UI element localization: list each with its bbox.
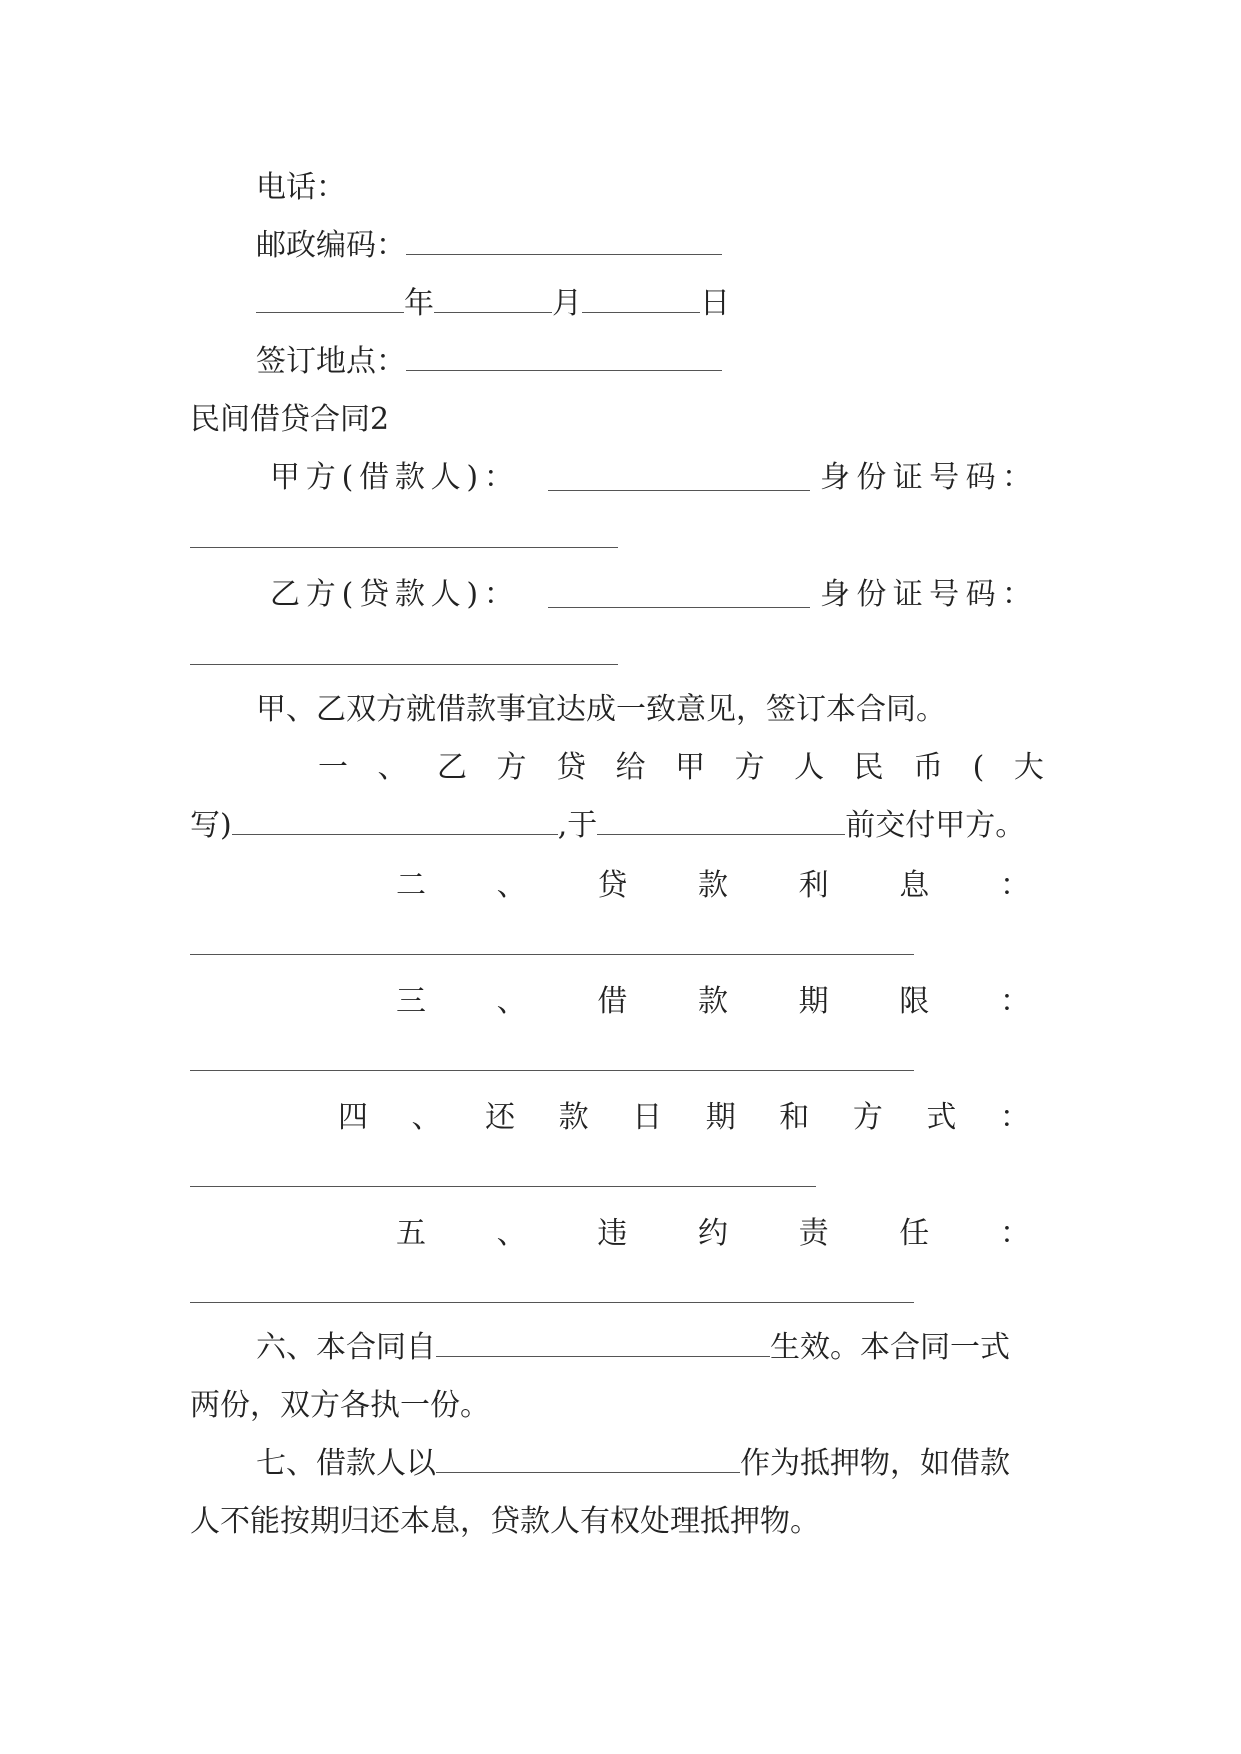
party-a-char: 款 — [394, 460, 425, 495]
delivery-date-blank[interactable] — [597, 806, 845, 835]
clause1-char: 乙 — [437, 750, 468, 785]
party-a-char: 甲 — [270, 460, 300, 495]
clause6-suffix: 生效。本合同一式 — [770, 1330, 1010, 1365]
party-b-char: 人 — [430, 577, 461, 612]
clause5-char: ： — [999, 1216, 1030, 1251]
sign-place-label: 签订地点： — [256, 344, 406, 379]
party-a-id-blank[interactable] — [190, 547, 618, 548]
clause4-char: 式 — [926, 1100, 957, 1135]
clause2-char: 息 — [899, 868, 930, 903]
year-label: 年 — [404, 286, 434, 321]
clause2-char: 、 — [496, 868, 527, 903]
clause2-char: 款 — [697, 868, 728, 903]
clause3-char: 限 — [899, 984, 930, 1019]
clause4-char: 期 — [705, 1100, 736, 1135]
clause5-char: 责 — [798, 1216, 829, 1251]
clause6-prefix: 六、本合同自 — [256, 1330, 436, 1365]
party-a-char: 方 — [305, 460, 336, 495]
intro-paragraph: 甲、乙双方就借款事宜达成一致意见，签订本合同。 — [256, 692, 946, 727]
id-char: 证 — [892, 577, 923, 612]
clause4-char: 四 — [338, 1100, 368, 1135]
clause5-char: 违 — [597, 1216, 628, 1251]
phone-label: 电话： — [256, 170, 346, 205]
day-blank[interactable] — [582, 284, 700, 313]
clause1-line2 — [190, 806, 1025, 846]
party-b-char: ： — [483, 577, 514, 612]
effective-date-blank[interactable] — [436, 1328, 770, 1357]
clause3-char: 、 — [496, 984, 527, 1019]
party-a-name-blank[interactable] — [548, 490, 810, 491]
party-a-char: ： — [483, 460, 514, 495]
clause3-char: 期 — [798, 984, 829, 1019]
sign-place-blank[interactable] — [406, 342, 722, 371]
party-a-label — [270, 458, 514, 498]
party-a-char: ) — [466, 460, 479, 495]
clause4-char: ： — [999, 1100, 1030, 1135]
clause1-char: ( — [972, 750, 985, 785]
liability-blank[interactable] — [190, 1302, 914, 1303]
interest-blank[interactable] — [190, 954, 914, 955]
clause2-char: ： — [999, 868, 1030, 903]
clause4-heading — [338, 1098, 1030, 1138]
clause3-char: 三 — [396, 984, 426, 1019]
id-char: ： — [1001, 577, 1032, 612]
clause1-char: 民 — [853, 750, 884, 785]
month-blank[interactable] — [434, 284, 552, 313]
party-b-char: ) — [466, 577, 479, 612]
sign-place-line — [256, 342, 722, 382]
clause2-char: 利 — [798, 868, 829, 903]
id-char: 号 — [929, 460, 960, 495]
clause1-prefix: 写) — [190, 808, 232, 843]
clause5-char: 、 — [496, 1216, 527, 1251]
id-char: 身 — [820, 577, 850, 612]
clause1-mid: ,于 — [557, 808, 598, 843]
clause4-char: 方 — [852, 1100, 883, 1135]
party-a-char: ( — [341, 460, 354, 495]
clause7-line2: 人不能按期归还本息，贷款人有权处理抵押物。 — [190, 1504, 820, 1539]
party-b-label — [270, 575, 514, 615]
id-char: 码 — [965, 460, 996, 495]
clause1-char: 、 — [377, 750, 408, 785]
id-char: 身 — [820, 460, 850, 495]
contract-title: 民间借贷合同2 — [190, 402, 390, 437]
clause2-char: 二 — [396, 868, 426, 903]
party-a-char: 人 — [430, 460, 461, 495]
party-b-id-label — [820, 575, 1032, 615]
day-label: 日 — [700, 286, 730, 321]
clause7-suffix: 作为抵押物，如借款 — [740, 1446, 1010, 1481]
clause1-line1 — [318, 748, 1044, 788]
term-blank[interactable] — [190, 1070, 914, 1071]
clause1-char: 贷 — [556, 750, 587, 785]
clause4-char: 款 — [558, 1100, 589, 1135]
clause2-heading — [396, 866, 1030, 906]
postal-code-blank[interactable] — [406, 226, 722, 255]
clause4-char: 和 — [779, 1100, 810, 1135]
party-b-char: ( — [341, 577, 354, 612]
clause5-char: 五 — [396, 1216, 426, 1251]
year-blank[interactable] — [256, 284, 404, 313]
clause6-line1 — [256, 1328, 1010, 1368]
month-label: 月 — [552, 286, 582, 321]
party-b-char: 方 — [305, 577, 336, 612]
id-char: 份 — [856, 460, 887, 495]
clause4-char: 还 — [485, 1100, 516, 1135]
id-char: 码 — [965, 577, 996, 612]
clause1-char: 人 — [794, 750, 825, 785]
clause1-char: 币 — [913, 750, 944, 785]
clause4-char: 日 — [632, 1100, 663, 1135]
postal-code-line — [256, 226, 722, 266]
clause5-char: 约 — [697, 1216, 728, 1251]
id-char: 份 — [856, 577, 887, 612]
clause1-suffix: 前交付甲方。 — [845, 808, 1026, 843]
clause1-char: 一 — [318, 750, 348, 785]
clause3-char: ： — [999, 984, 1030, 1019]
party-b-name-blank[interactable] — [548, 607, 810, 608]
clause3-char: 借 — [597, 984, 628, 1019]
clause4-char: 、 — [411, 1100, 442, 1135]
party-b-char: 贷 — [359, 577, 390, 612]
clause7-line1 — [256, 1444, 1010, 1484]
clause5-char: 任 — [899, 1216, 930, 1251]
id-char: ： — [1001, 460, 1032, 495]
clause3-char: 款 — [697, 984, 728, 1019]
clause3-heading — [396, 982, 1030, 1022]
party-a-char: 借 — [359, 460, 390, 495]
clause1-char: 方 — [496, 750, 527, 785]
party-a-id-label — [820, 458, 1032, 498]
id-char: 号 — [929, 577, 960, 612]
party-b-id-blank[interactable] — [190, 664, 618, 665]
loan-amount-blank[interactable] — [232, 806, 558, 835]
clause1-char: 方 — [734, 750, 765, 785]
collateral-blank[interactable] — [436, 1444, 740, 1473]
clause6-line2: 两份，双方各执一份。 — [190, 1388, 490, 1423]
clause1-char: 大 — [1013, 750, 1044, 785]
clause2-char: 贷 — [597, 868, 628, 903]
clause5-heading — [396, 1214, 1030, 1254]
clause7-prefix: 七、借款人以 — [256, 1446, 436, 1481]
party-b-char: 款 — [394, 577, 425, 612]
id-char: 证 — [892, 460, 923, 495]
clause1-char: 给 — [615, 750, 646, 785]
repayment-blank[interactable] — [190, 1186, 816, 1187]
clause1-char: 甲 — [675, 750, 706, 785]
date-line — [256, 284, 730, 324]
party-b-char: 乙 — [270, 577, 300, 612]
postal-code-label: 邮政编码： — [256, 228, 406, 263]
